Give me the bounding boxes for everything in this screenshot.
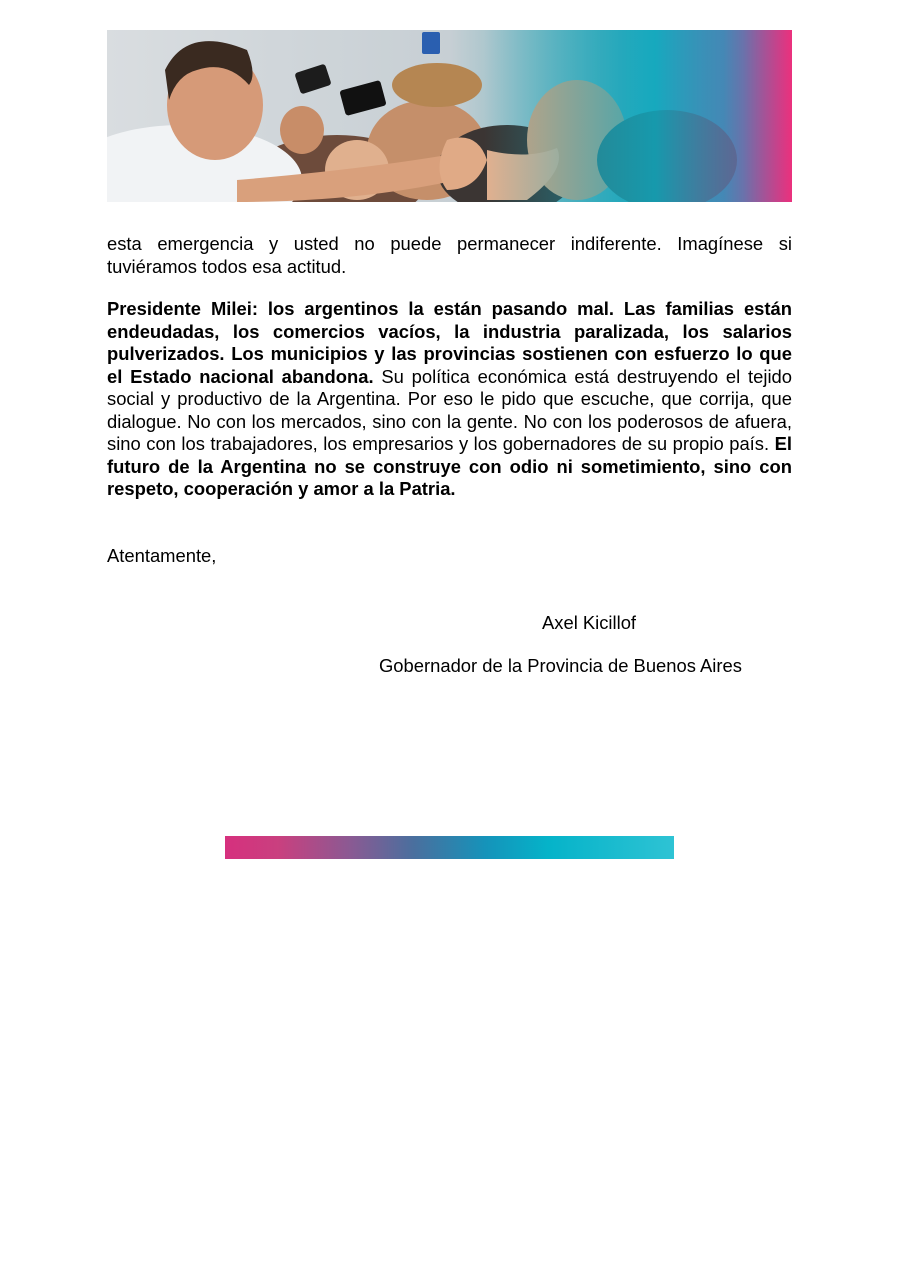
footer-gradient-bar xyxy=(225,836,674,859)
banner-illustration xyxy=(107,30,792,202)
paragraph-2-bold-intro: Presidente Milei: los argentinos la están pasando mal. Las familias están endeudadas, los comercios vacíos, la industria paralizada, los salarios pulverizados. Los municipios y las provincias sostienen con esfuerzo lo que el Estado nacional abandona. xyxy=(107,298,792,387)
paragraph-appeal xyxy=(107,298,792,501)
paragraph-continuation xyxy=(107,233,792,278)
paragraph-2-bold-outro: El futuro de la Argentina no se construye con odio ni sometimiento, sino con respeto, cooperación y amor a la Patria. xyxy=(107,433,792,499)
paragraph-1-text: esta emergencia y usted no puede permanecer indiferente. Imagínese si tuviéramos todos esa actitud. xyxy=(107,233,792,277)
paragraph-2-body: Su política económica está destruyendo el tejido social y productivo de la Argentina. Por eso le pido que escuche, que corrija, que dialogue. No con los mercados, sino con la gente. No con los poderosos de afuera, sino con los trabajadores, los empresarios y los gobernadores de su propio país. xyxy=(107,365,792,454)
signature-name: Axel Kicillof xyxy=(542,612,637,633)
header-photo-banner xyxy=(107,30,792,202)
closing-salutation: Atentamente, xyxy=(107,545,217,566)
signature-title: Gobernador de la Provincia de Buenos Aires xyxy=(379,655,742,676)
